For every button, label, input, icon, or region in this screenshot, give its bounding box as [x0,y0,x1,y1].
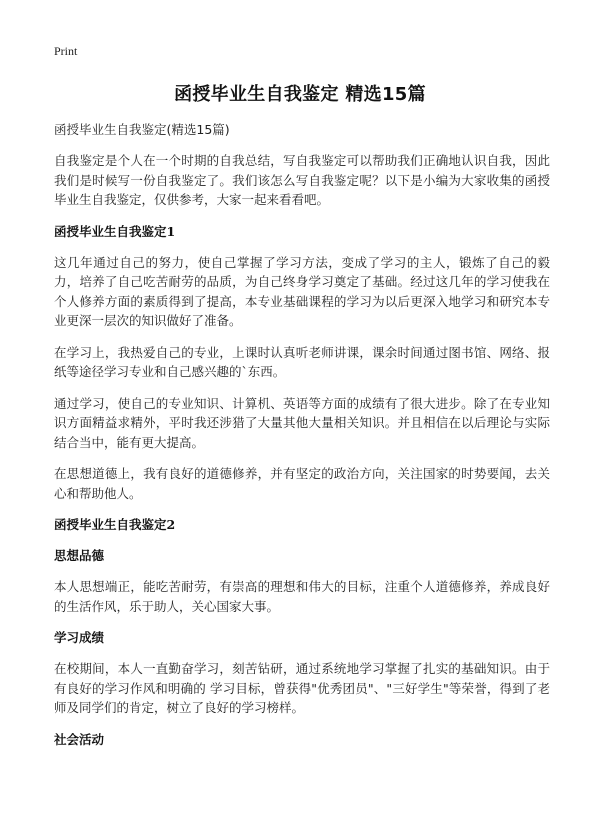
subheading-morality: 思想品德 [54,548,105,563]
page-title: 函授毕业生自我鉴定 精选15篇 [174,84,426,105]
section1-paragraph-3: 通过学习，使自己的专业知识、计算机、英语等方面的成绩有了很大进步。除了在专业知识方面精益求精外，平时我还涉猎了大量其他大量相关知识。并且相信在以后理论与实际结合当中，能有更大提高。 [54,395,550,450]
section1-paragraph-4: 在思想道德上，我有良好的道德修养，并有坚定的政治方向，关注国家的时势要闻，去关心和帮助他人。 [54,466,550,501]
section1-heading: 函授毕业生自我鉴定1 [54,223,176,239]
section2-heading: 函授毕业生自我鉴定2 [54,517,176,532]
grades-paragraph: 在校期间，本人一直勤奋学习，刻苦钻研，通过系统地学习掌握了扎实的基础知识。由于有良好的学习作风和明确的 学习目标，曾获得"优秀团员"、"三好学生"等荣誉，得到了老师及同学们的肯定，树立了良好的学习榜样。 [54,661,550,715]
morality-paragraph: 本人思想端正，能吃苦耐劳，有崇高的理想和伟大的目标，注重个人道德修养，养成良好的生活作风，乐于助人，关心国家大事。 [54,579,550,614]
subheading-grades: 学习成绩 [54,630,105,645]
section1-paragraph-1: 这几年通过自己的努力，使自己掌握了学习方法，变成了学习的主人，锻炼了自己的毅力，培养了自己吃苦耐劳的品质，为自己终身学习奠定了基础。经过这几年的学习使我在个人修养方面的素质得到了提高，本专业基础课程的学习为以后更深入地学习和研究本专业更深一层次的知识做好了准备。 [54,254,550,328]
intro-paragraph: 自我鉴定是个人在一个时期的自我总结，写自我鉴定可以帮助我们正确地认识自我，因此我们是时候写一份自我鉴定了。我们该怎么写自我鉴定呢？以下是小编为大家收集的函授毕业生自我鉴定，仅供参考，大家一起来看看吧。 [54,153,550,207]
article-body [54,120,550,761]
section1-paragraph-2: 在学习上，我热爱自己的专业，上课时认真听老师讲课，课余时间通过图书馆、网络、报纸等途径学习专业和自己感兴趣的`东西。 [54,344,550,379]
print-link[interactable]: Print [54,44,78,58]
article-subtitle: 函授毕业生自我鉴定(精选15篇) [54,122,230,137]
subheading-social-activities: 社会活动 [54,731,105,747]
